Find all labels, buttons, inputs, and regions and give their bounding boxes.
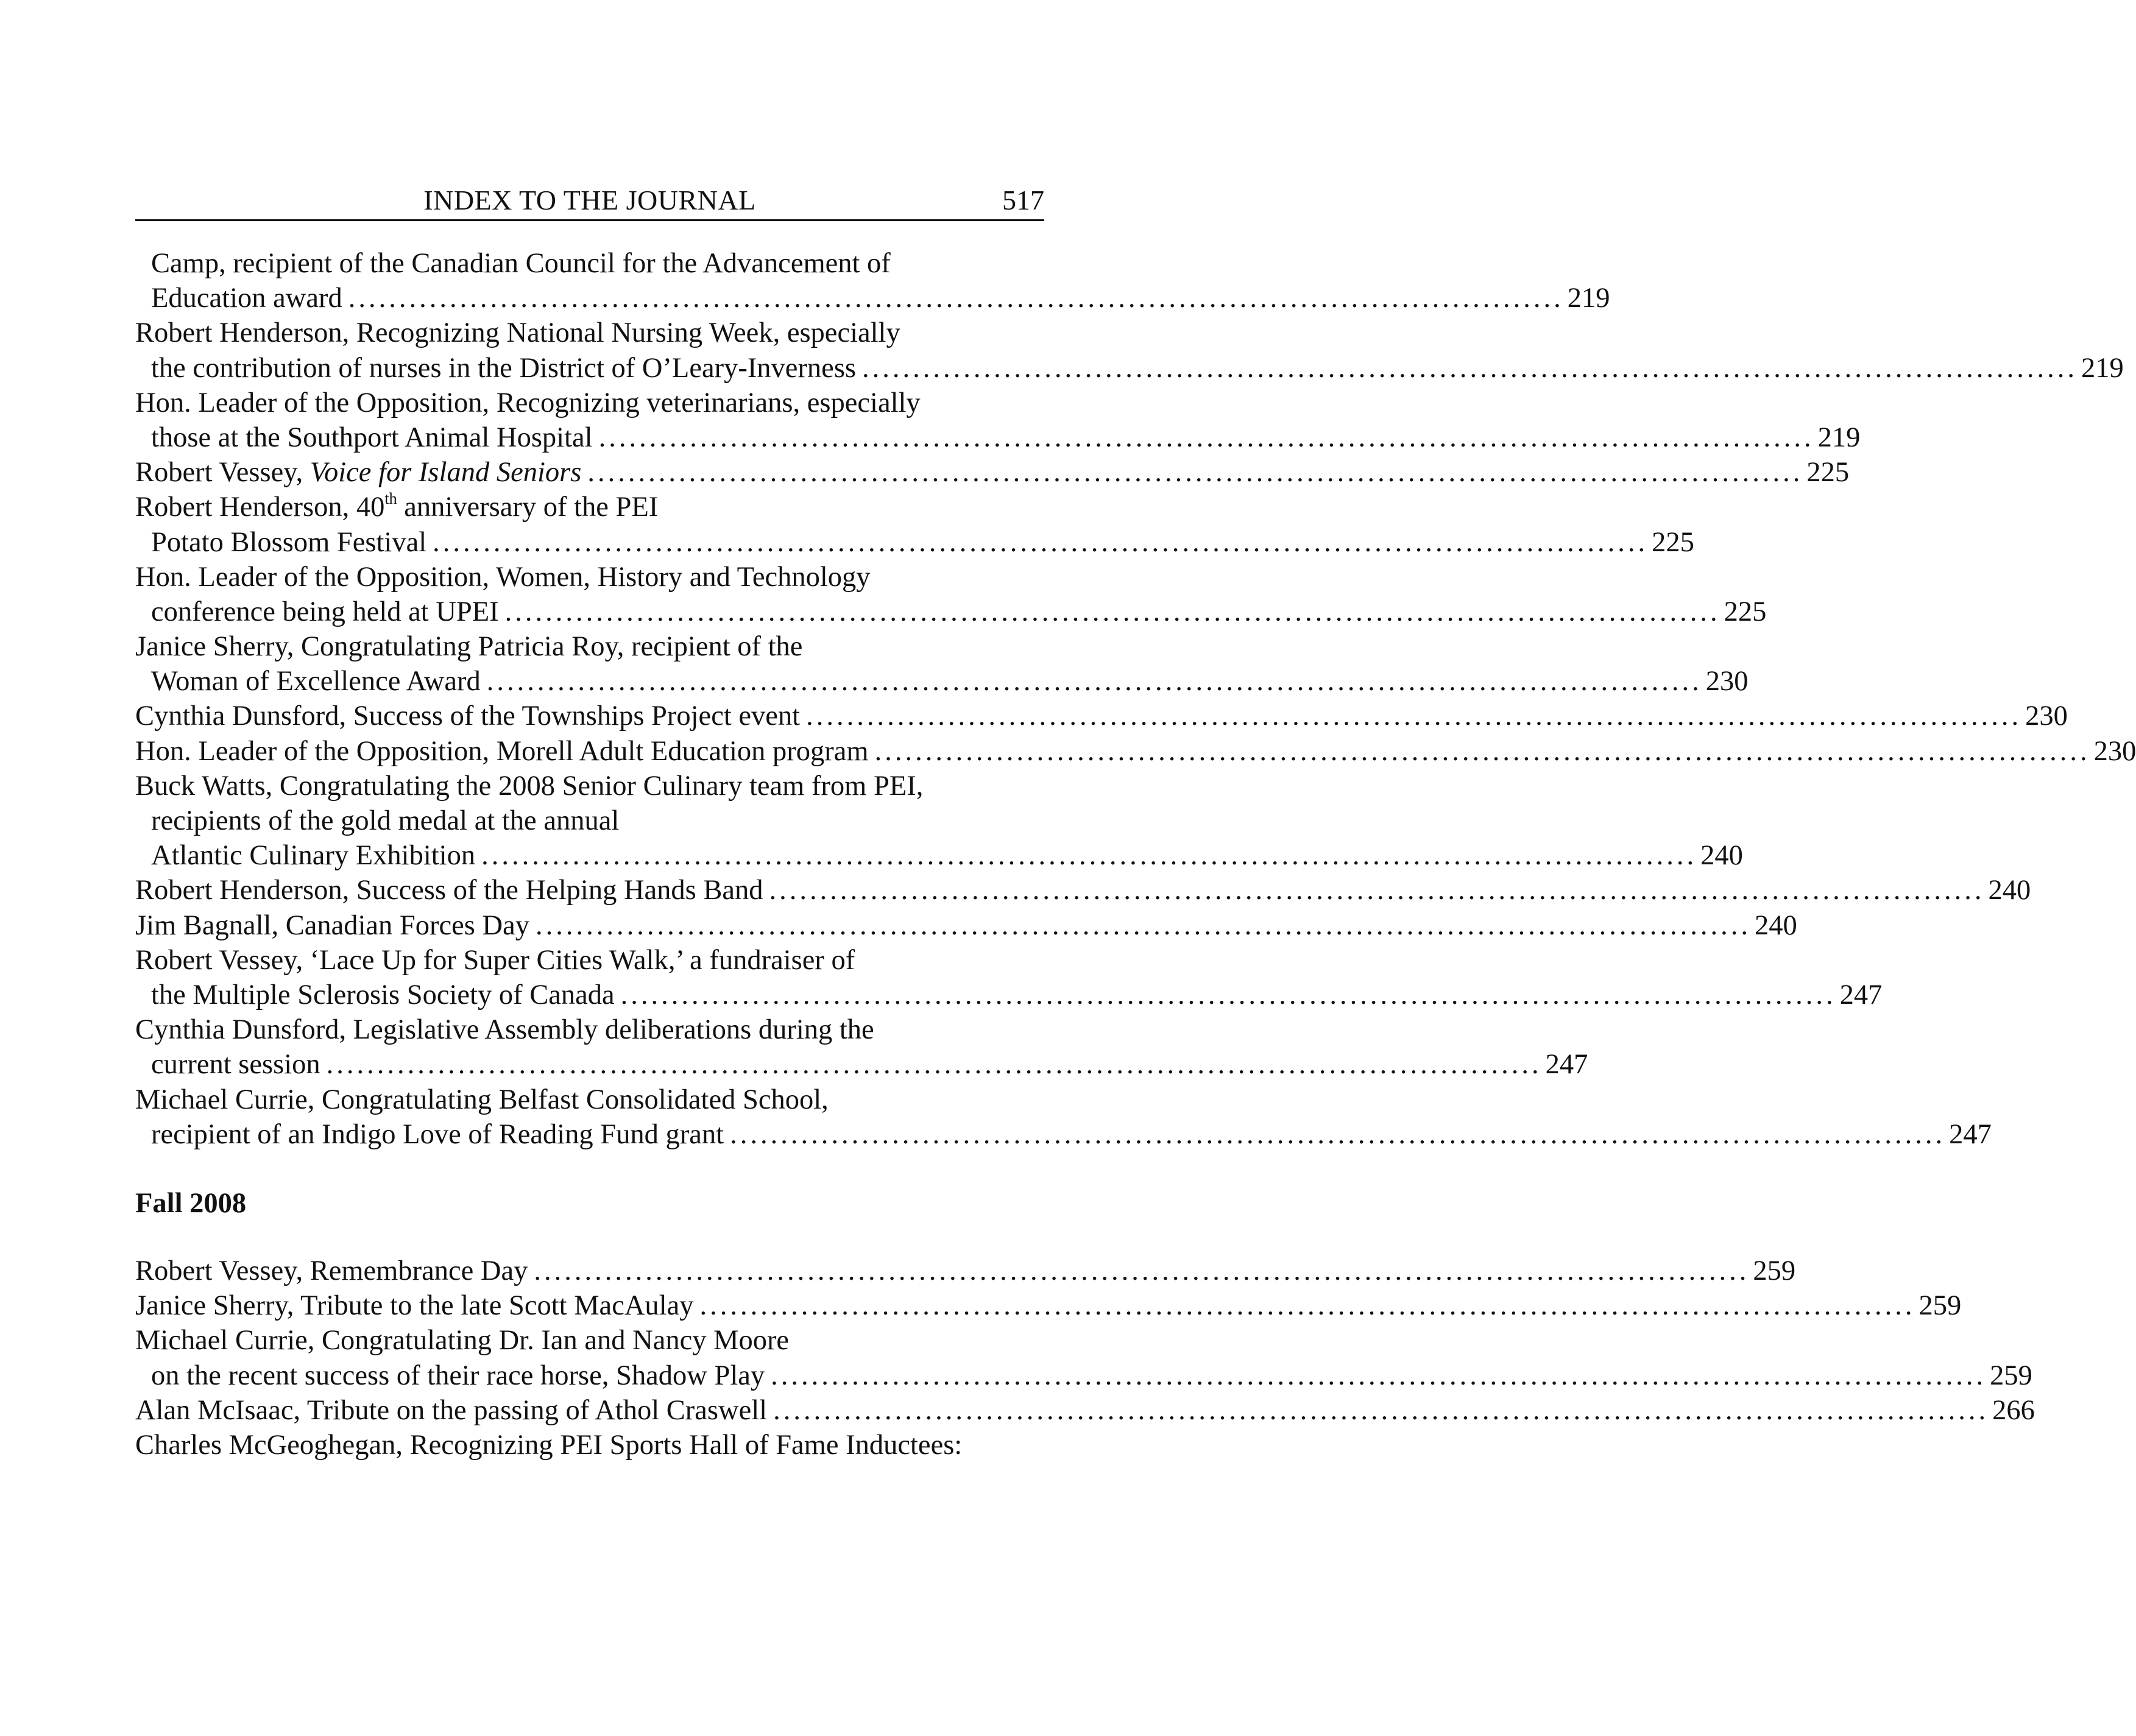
- dot-leader: ........................................................................................................................: [587, 457, 1803, 489]
- index-line-text: Hon. Leader of the Opposition, Recognizing veterinarians, especially: [135, 387, 921, 418]
- index-line-text: on the recent success of their race horse, Shadow Play: [151, 1360, 765, 1391]
- dot-leader: ........................................................................................................................: [699, 1290, 1915, 1322]
- index-line: [135, 1117, 1992, 1152]
- index-line: [135, 1254, 1796, 1288]
- index-line: [135, 734, 2136, 769]
- index-line: [135, 978, 1883, 1012]
- page-reference: 240: [1988, 875, 2031, 906]
- index-line-text: recipients of the gold medal at the annual: [151, 805, 620, 836]
- dot-leader: ........................................................................................................................: [348, 283, 1564, 314]
- index-line-text-part: anniversary of the PEI: [397, 492, 659, 523]
- page-reference: 259: [1753, 1255, 1796, 1287]
- dot-leader: ........................................................................................................................: [862, 352, 2078, 384]
- index-line-text: Camp, recipient of the Canadian Council for the Advancement of: [151, 248, 891, 279]
- index-line-text: Robert Henderson, Recognizing National Nursing Week, especially: [135, 317, 900, 349]
- index-line-text: Cynthia Dunsford, Legislative Assembly deliberations during the: [135, 1014, 874, 1046]
- index-line-text: Atlantic Culinary Exhibition: [151, 840, 476, 872]
- page-reference: 219: [2081, 352, 2124, 384]
- index-line-text: current session: [151, 1049, 320, 1081]
- index-line-text: recipient of an Indigo Love of Reading Fund grant: [151, 1118, 724, 1150]
- index-line-text: [135, 455, 581, 490]
- index-line: [135, 595, 1767, 629]
- index-line: [135, 943, 1044, 978]
- index-line: [135, 316, 1044, 350]
- index-line-text: Potato Blossom Festival: [151, 526, 427, 558]
- index-line-text: Michael Currie, Congratulating Dr. Ian and Nancy Moore: [135, 1325, 790, 1357]
- index-line-text: Hon. Leader of the Opposition, Women, History and Technology: [135, 561, 871, 593]
- index-line: [135, 803, 1044, 838]
- index-line: [135, 386, 1044, 420]
- page-reference: 240: [1700, 840, 1743, 872]
- index-line: [135, 351, 2124, 386]
- index-line-text: Alan McIsaac, Tribute on the passing of Athol Craswell: [135, 1394, 768, 1426]
- index-line: [135, 1393, 2035, 1428]
- index-line: [135, 629, 1044, 664]
- page-reference: 259: [1990, 1360, 2032, 1391]
- page-reference: 219: [1567, 283, 1610, 314]
- index-line: [135, 873, 2031, 908]
- page-reference: 225: [1724, 596, 1767, 627]
- index-line-text: Jim Bagnall, Canadian Forces Day: [135, 909, 529, 941]
- index-line-text: Robert Henderson, Success of the Helping Hands Band: [135, 875, 763, 906]
- index-line: [135, 246, 1044, 281]
- index-line-text: [135, 492, 658, 523]
- index-line-text: the Multiple Sclerosis Society of Canada: [151, 979, 615, 1011]
- dot-leader: ........................................................................................................................: [433, 526, 1649, 558]
- index-line: [135, 1047, 1588, 1082]
- index-line-text: conference being held at UPEI: [151, 596, 499, 627]
- index-content: [135, 246, 2136, 1463]
- page-reference: 230: [1705, 666, 1749, 697]
- dot-leader: ........................................................................................................................: [486, 666, 1702, 697]
- index-line: [135, 664, 1749, 699]
- section-heading: Fall 2008: [135, 1187, 247, 1219]
- index-line-text: Woman of Excellence Award: [151, 666, 481, 697]
- index-line: [135, 420, 1861, 455]
- index-line: [135, 908, 1797, 943]
- index-line: [135, 1082, 1044, 1117]
- index-line-text: Janice Sherry, Congratulating Patricia Roy, recipient of the: [135, 631, 803, 663]
- header-page-number: 517: [1002, 185, 1044, 216]
- index-line: [135, 455, 1850, 490]
- dot-leader: ........................................................................................................................: [535, 909, 1751, 941]
- index-line-text: Robert Vessey, Remembrance Day: [135, 1255, 528, 1287]
- index-line: [135, 560, 1044, 595]
- index-line: [135, 699, 2068, 733]
- index-line-text: Janice Sherry, Tribute to the late Scott MacAulay: [135, 1290, 694, 1322]
- index-line: [135, 1012, 1044, 1047]
- index-line: [135, 1323, 1044, 1358]
- dot-leader: ........................................................................................................................: [620, 979, 1836, 1011]
- page-reference: 225: [1806, 457, 1850, 489]
- index-line: [135, 769, 1044, 803]
- ordinal-superscript: th: [384, 490, 397, 508]
- page-reference: 259: [1919, 1290, 1962, 1322]
- index-line-text: those at the Southport Animal Hospital: [151, 422, 593, 453]
- running-header: [135, 182, 1044, 221]
- index-line-text: Robert Vessey, ‘Lace Up for Super Cities Walk,’ a fundraiser of: [135, 944, 855, 976]
- italic-title: Voice for Island Seniors: [309, 457, 582, 489]
- index-entries-group-1: [135, 246, 2136, 1152]
- index-entries-group-2: [135, 1254, 2035, 1463]
- index-line: [135, 490, 1044, 524]
- dot-leader: ........................................................................................................................: [771, 1360, 1987, 1391]
- page-reference: 230: [2093, 735, 2136, 767]
- dot-leader: ........................................................................................................................: [534, 1255, 1750, 1287]
- index-line-text: Charles McGeoghegan, Recognizing PEI Sports Hall of Fame Inductees:: [135, 1430, 963, 1461]
- page-reference: 225: [1652, 526, 1694, 558]
- page-reference: 247: [1545, 1049, 1588, 1081]
- index-line: [135, 281, 1610, 316]
- dot-leader: ........................................................................................................................: [598, 422, 1814, 453]
- page-reference: 240: [1754, 909, 1797, 941]
- index-line: [135, 1288, 1962, 1323]
- dot-leader: ........................................................................................................................: [326, 1049, 1542, 1081]
- index-line-text: Education award: [151, 283, 342, 314]
- page-reference: 266: [1992, 1394, 2035, 1426]
- page-reference: 247: [1949, 1118, 1992, 1150]
- dot-leader: ........................................................................................................................: [481, 840, 1697, 872]
- index-line: [135, 1358, 2032, 1393]
- page-reference: 247: [1839, 979, 1883, 1011]
- dot-leader: ........................................................................................................................: [504, 596, 1720, 627]
- index-line-text-part: Robert Henderson, 40: [135, 492, 385, 523]
- dot-leader: ........................................................................................................................: [773, 1394, 1989, 1426]
- dot-leader: ........................................................................................................................: [874, 735, 2090, 767]
- dot-leader: ........................................................................................................................: [730, 1118, 1946, 1150]
- index-line-text: Hon. Leader of the Opposition, Morell Adult Education program: [135, 735, 869, 767]
- page-reference: 219: [1817, 422, 1861, 453]
- dot-leader: ........................................................................................................................: [806, 700, 2022, 732]
- dot-leader: ........................................................................................................................: [769, 875, 1985, 906]
- index-line: [135, 1428, 1044, 1463]
- index-line: [135, 838, 1743, 873]
- page-reference: 230: [2025, 700, 2068, 732]
- header-title: INDEX TO THE JOURNAL: [423, 185, 756, 216]
- index-line-text-part: Robert Vessey,: [135, 457, 310, 489]
- index-line: [135, 525, 1694, 560]
- index-line-text: Cynthia Dunsford, Success of the Townships Project event: [135, 700, 801, 732]
- index-line-text: Michael Currie, Congratulating Belfast Consolidated School,: [135, 1084, 829, 1115]
- index-line-text: the contribution of nurses in the District of O’Leary-Inverness: [151, 352, 857, 384]
- index-line-text: Buck Watts, Congratulating the 2008 Senior Culinary team from PEI,: [135, 770, 924, 802]
